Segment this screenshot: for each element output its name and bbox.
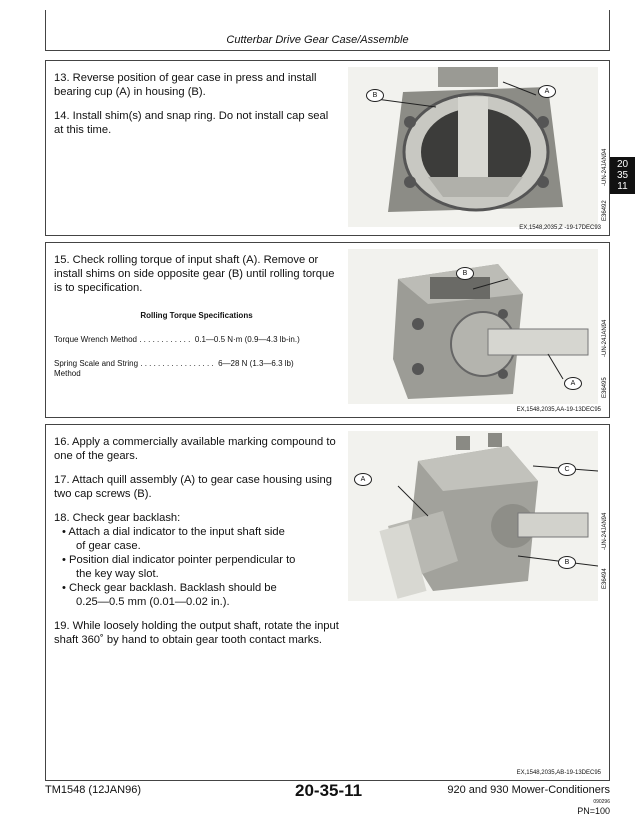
- step-14: 14. Install shim(s) and snap ring. Do not install cap seal at this time.: [54, 110, 329, 136]
- section-1: [45, 60, 610, 236]
- footer-product: 920 and 930 Mower-Conditioners: [447, 784, 610, 796]
- callout-b: B: [366, 89, 384, 102]
- spec-row-torque-wrench: Torque Wrench Method . . . . . . . . . . . . 0.1—0.5 N·m (0.9—4.3 lb-in.): [54, 335, 300, 344]
- step-16: 16. Apply a commercially available marking compound to one of the gears.: [54, 436, 336, 462]
- step-18: 18. Check gear backlash:: [54, 512, 181, 524]
- callout-b: B: [456, 267, 474, 280]
- bullet-3: • Check gear backlash. Backlash should be 0.25—0.5 mm (0.01—0.02 in.).: [62, 582, 277, 608]
- callout-a: A: [538, 85, 556, 98]
- section-3: [45, 424, 610, 781]
- doc-reference: EX,1548,2035,Z -19-17DEC93: [519, 225, 601, 231]
- spec-row-spring-scale: Spring Scale and String . . . . . . . . . . . . . . . . . 6—28 N (1.3—6.3 lb) Method: [54, 359, 294, 378]
- figure-image-id: E36495: [602, 377, 608, 398]
- gear-case-photo-1: [348, 67, 598, 227]
- doc-reference: EX,1548,2035,AA-19-13DEC95: [516, 407, 601, 413]
- callout-a: A: [564, 377, 582, 390]
- figure-image-id: E36492: [602, 200, 608, 221]
- section-2-text: [54, 253, 339, 379]
- figure-side-ref: -UN-24JAN94: [602, 148, 608, 186]
- bullet-1: • Attach a dial indicator to the input shaft side of gear case.: [62, 526, 285, 552]
- doc-reference: EX,1548,2035,AB-19-13DEC95: [516, 770, 601, 776]
- step-17: 17. Attach quill assembly (A) to gear case housing using two cap screws (B).: [54, 474, 332, 500]
- section-3-text: [54, 435, 339, 657]
- figure-side-ref: -UN-24JAN94: [602, 319, 608, 357]
- callout-c: C: [558, 463, 576, 476]
- footer-code: 090296: [593, 799, 610, 805]
- spec-title: Rolling Torque Specifications: [140, 311, 253, 320]
- footer-pn: PN=100: [577, 806, 610, 816]
- section-1-text: [54, 71, 339, 147]
- step-19: 19. While loosely holding the output shaft, rotate the input shaft 360˚ by hand to obtain gear tooth contact marks.: [54, 620, 339, 646]
- callout-a: A: [354, 473, 372, 486]
- callout-b: B: [558, 556, 576, 569]
- gear-case-photo-3: [348, 431, 598, 601]
- figure-side-ref: -UN-24JAN94: [602, 512, 608, 550]
- step-13: 13. Reverse position of gear case in press and install bearing cup (A) in housing (B).: [54, 72, 317, 98]
- header-rule: [45, 50, 610, 51]
- step-15: 15. Check rolling torque of input shaft (A). Remove or install shims on side opposite gear (B) until rolling torque is to specification.: [54, 254, 335, 294]
- page-header-title: Cutterbar Drive Gear Case/Assemble: [226, 34, 409, 46]
- figure-image-id: E36494: [602, 568, 608, 589]
- section-2: [45, 242, 610, 418]
- footer-manual-id: TM1548 (12JAN96): [45, 784, 141, 796]
- section-tab: 20 35 11: [610, 157, 635, 194]
- footer-page-number: 20-35-11: [295, 781, 363, 800]
- bullet-2: • Position dial indicator pointer perpendicular to the key way slot.: [62, 554, 296, 580]
